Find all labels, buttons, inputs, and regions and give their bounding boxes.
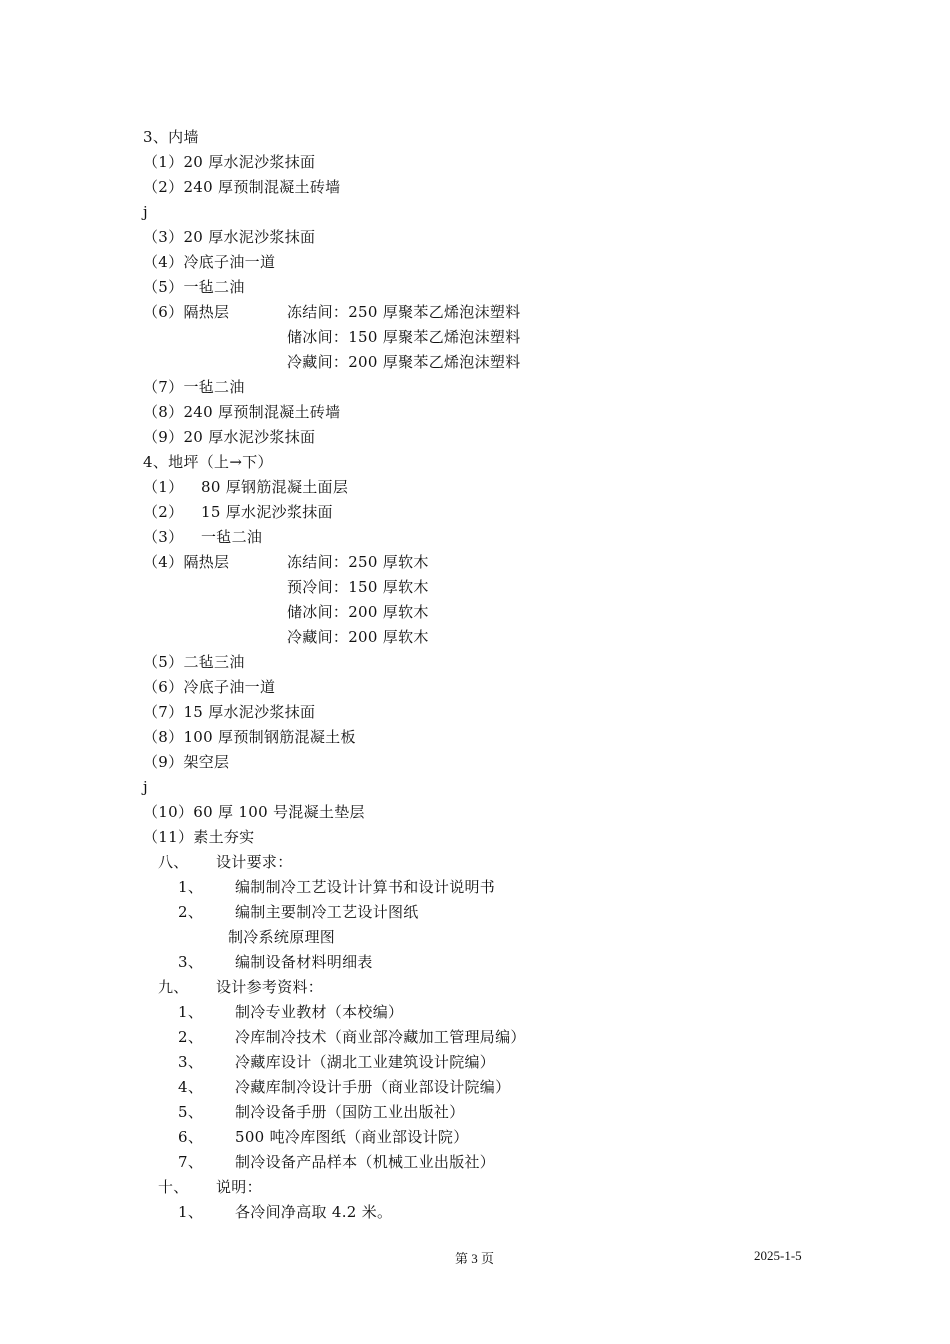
insulation-detail: 冷藏间：200 厚聚苯乙烯泡沫塑料 bbox=[287, 353, 521, 371]
list-item: （5）一毡二油 bbox=[143, 278, 245, 296]
list-item: 一毡二油 bbox=[201, 528, 263, 546]
list-item: （9）20 厚水泥沙浆抹面 bbox=[143, 428, 316, 446]
reference-item: 冷藏库制冷设计手册（商业部设计院编） bbox=[235, 1078, 511, 1096]
list-item: （4）冷底子油一道 bbox=[143, 253, 276, 271]
list-item: 编制设备材料明细表 bbox=[235, 953, 373, 971]
list-number: （1） bbox=[143, 478, 184, 496]
list-item: 15 厚水泥沙浆抹面 bbox=[201, 503, 333, 521]
section-heading: 3、内墙 bbox=[143, 128, 199, 146]
stray-character: j bbox=[143, 778, 148, 796]
section-heading: 说明： bbox=[216, 1178, 262, 1196]
list-item: （8）240 厚预制混凝土砖墙 bbox=[143, 403, 341, 421]
reference-item: 制冷设备产品样本（机械工业出版社） bbox=[235, 1153, 496, 1171]
section-heading: 设计要求： bbox=[216, 853, 293, 871]
insulation-detail: 冻结间：250 厚软木 bbox=[287, 553, 429, 571]
list-subitem: 制冷系统原理图 bbox=[228, 928, 336, 946]
list-item: 编制制冷工艺设计计算书和设计说明书 bbox=[235, 878, 496, 896]
list-number: 4、 bbox=[178, 1078, 204, 1096]
list-item: （6）隔热层 bbox=[143, 303, 230, 321]
insulation-detail: 冷藏间：200 厚软木 bbox=[287, 628, 429, 646]
stray-character: j bbox=[143, 203, 148, 221]
list-number: 7、 bbox=[178, 1153, 204, 1171]
list-item: （3）20 厚水泥沙浆抹面 bbox=[143, 228, 316, 246]
list-number: （3） bbox=[143, 528, 184, 546]
list-item: （11）素土夯实 bbox=[143, 828, 255, 846]
list-item: （6）冷底子油一道 bbox=[143, 678, 276, 696]
list-item: （1）20 厚水泥沙浆抹面 bbox=[143, 153, 316, 171]
reference-item: 冷藏库设计（湖北工业建筑设计院编） bbox=[235, 1053, 496, 1071]
list-item: （7）15 厚水泥沙浆抹面 bbox=[143, 703, 316, 721]
list-number: 3、 bbox=[178, 953, 204, 971]
list-number: 2、 bbox=[178, 1028, 204, 1046]
list-item: （2）240 厚预制混凝土砖墙 bbox=[143, 178, 341, 196]
page-number: 第 3 页 bbox=[455, 1251, 495, 1266]
insulation-detail: 预冷间：150 厚软木 bbox=[287, 578, 429, 596]
section-heading: 4、地坪（上→下） bbox=[143, 453, 273, 471]
list-item: （8）100 厚预制钢筋混凝土板 bbox=[143, 728, 356, 746]
footer-date: 2025-1-5 bbox=[754, 1248, 802, 1263]
reference-item: 冷库制冷技术（商业部冷藏加工管理局编） bbox=[235, 1028, 526, 1046]
reference-item: 500 吨冷库图纸（商业部设计院） bbox=[235, 1128, 469, 1146]
section-number: 十、 bbox=[158, 1178, 189, 1196]
section-heading: 设计参考资料： bbox=[216, 978, 324, 996]
list-number: 3、 bbox=[178, 1053, 204, 1071]
list-item: 80 厚钢筋混凝土面层 bbox=[201, 478, 349, 496]
list-number: 2、 bbox=[178, 903, 204, 921]
list-number: 1、 bbox=[178, 1003, 204, 1021]
list-item: （10）60 厚 100 号混凝土垫层 bbox=[143, 803, 365, 821]
section-number: 八、 bbox=[158, 853, 189, 871]
list-item: 各冷间净高取 4.2 米。 bbox=[235, 1203, 393, 1221]
list-number: 1、 bbox=[178, 1203, 204, 1221]
list-number: （2） bbox=[143, 503, 184, 521]
list-item: （4）隔热层 bbox=[143, 553, 230, 571]
section-number: 九、 bbox=[158, 978, 189, 996]
list-item: （9）架空层 bbox=[143, 753, 230, 771]
list-number: 6、 bbox=[178, 1128, 204, 1146]
reference-item: 制冷设备手册（国防工业出版社） bbox=[235, 1103, 465, 1121]
list-number: 1、 bbox=[178, 878, 204, 896]
list-item: （7）一毡二油 bbox=[143, 378, 245, 396]
list-item: 编制主要制冷工艺设计图纸 bbox=[235, 903, 419, 921]
reference-item: 制冷专业教材（本校编） bbox=[235, 1003, 404, 1021]
insulation-detail: 储冰间：150 厚聚苯乙烯泡沫塑料 bbox=[287, 328, 521, 346]
list-number: 5、 bbox=[178, 1103, 204, 1121]
insulation-detail: 冻结间：250 厚聚苯乙烯泡沫塑料 bbox=[287, 303, 521, 321]
list-item: （5）二毡三油 bbox=[143, 653, 245, 671]
insulation-detail: 储冰间：200 厚软木 bbox=[287, 603, 429, 621]
